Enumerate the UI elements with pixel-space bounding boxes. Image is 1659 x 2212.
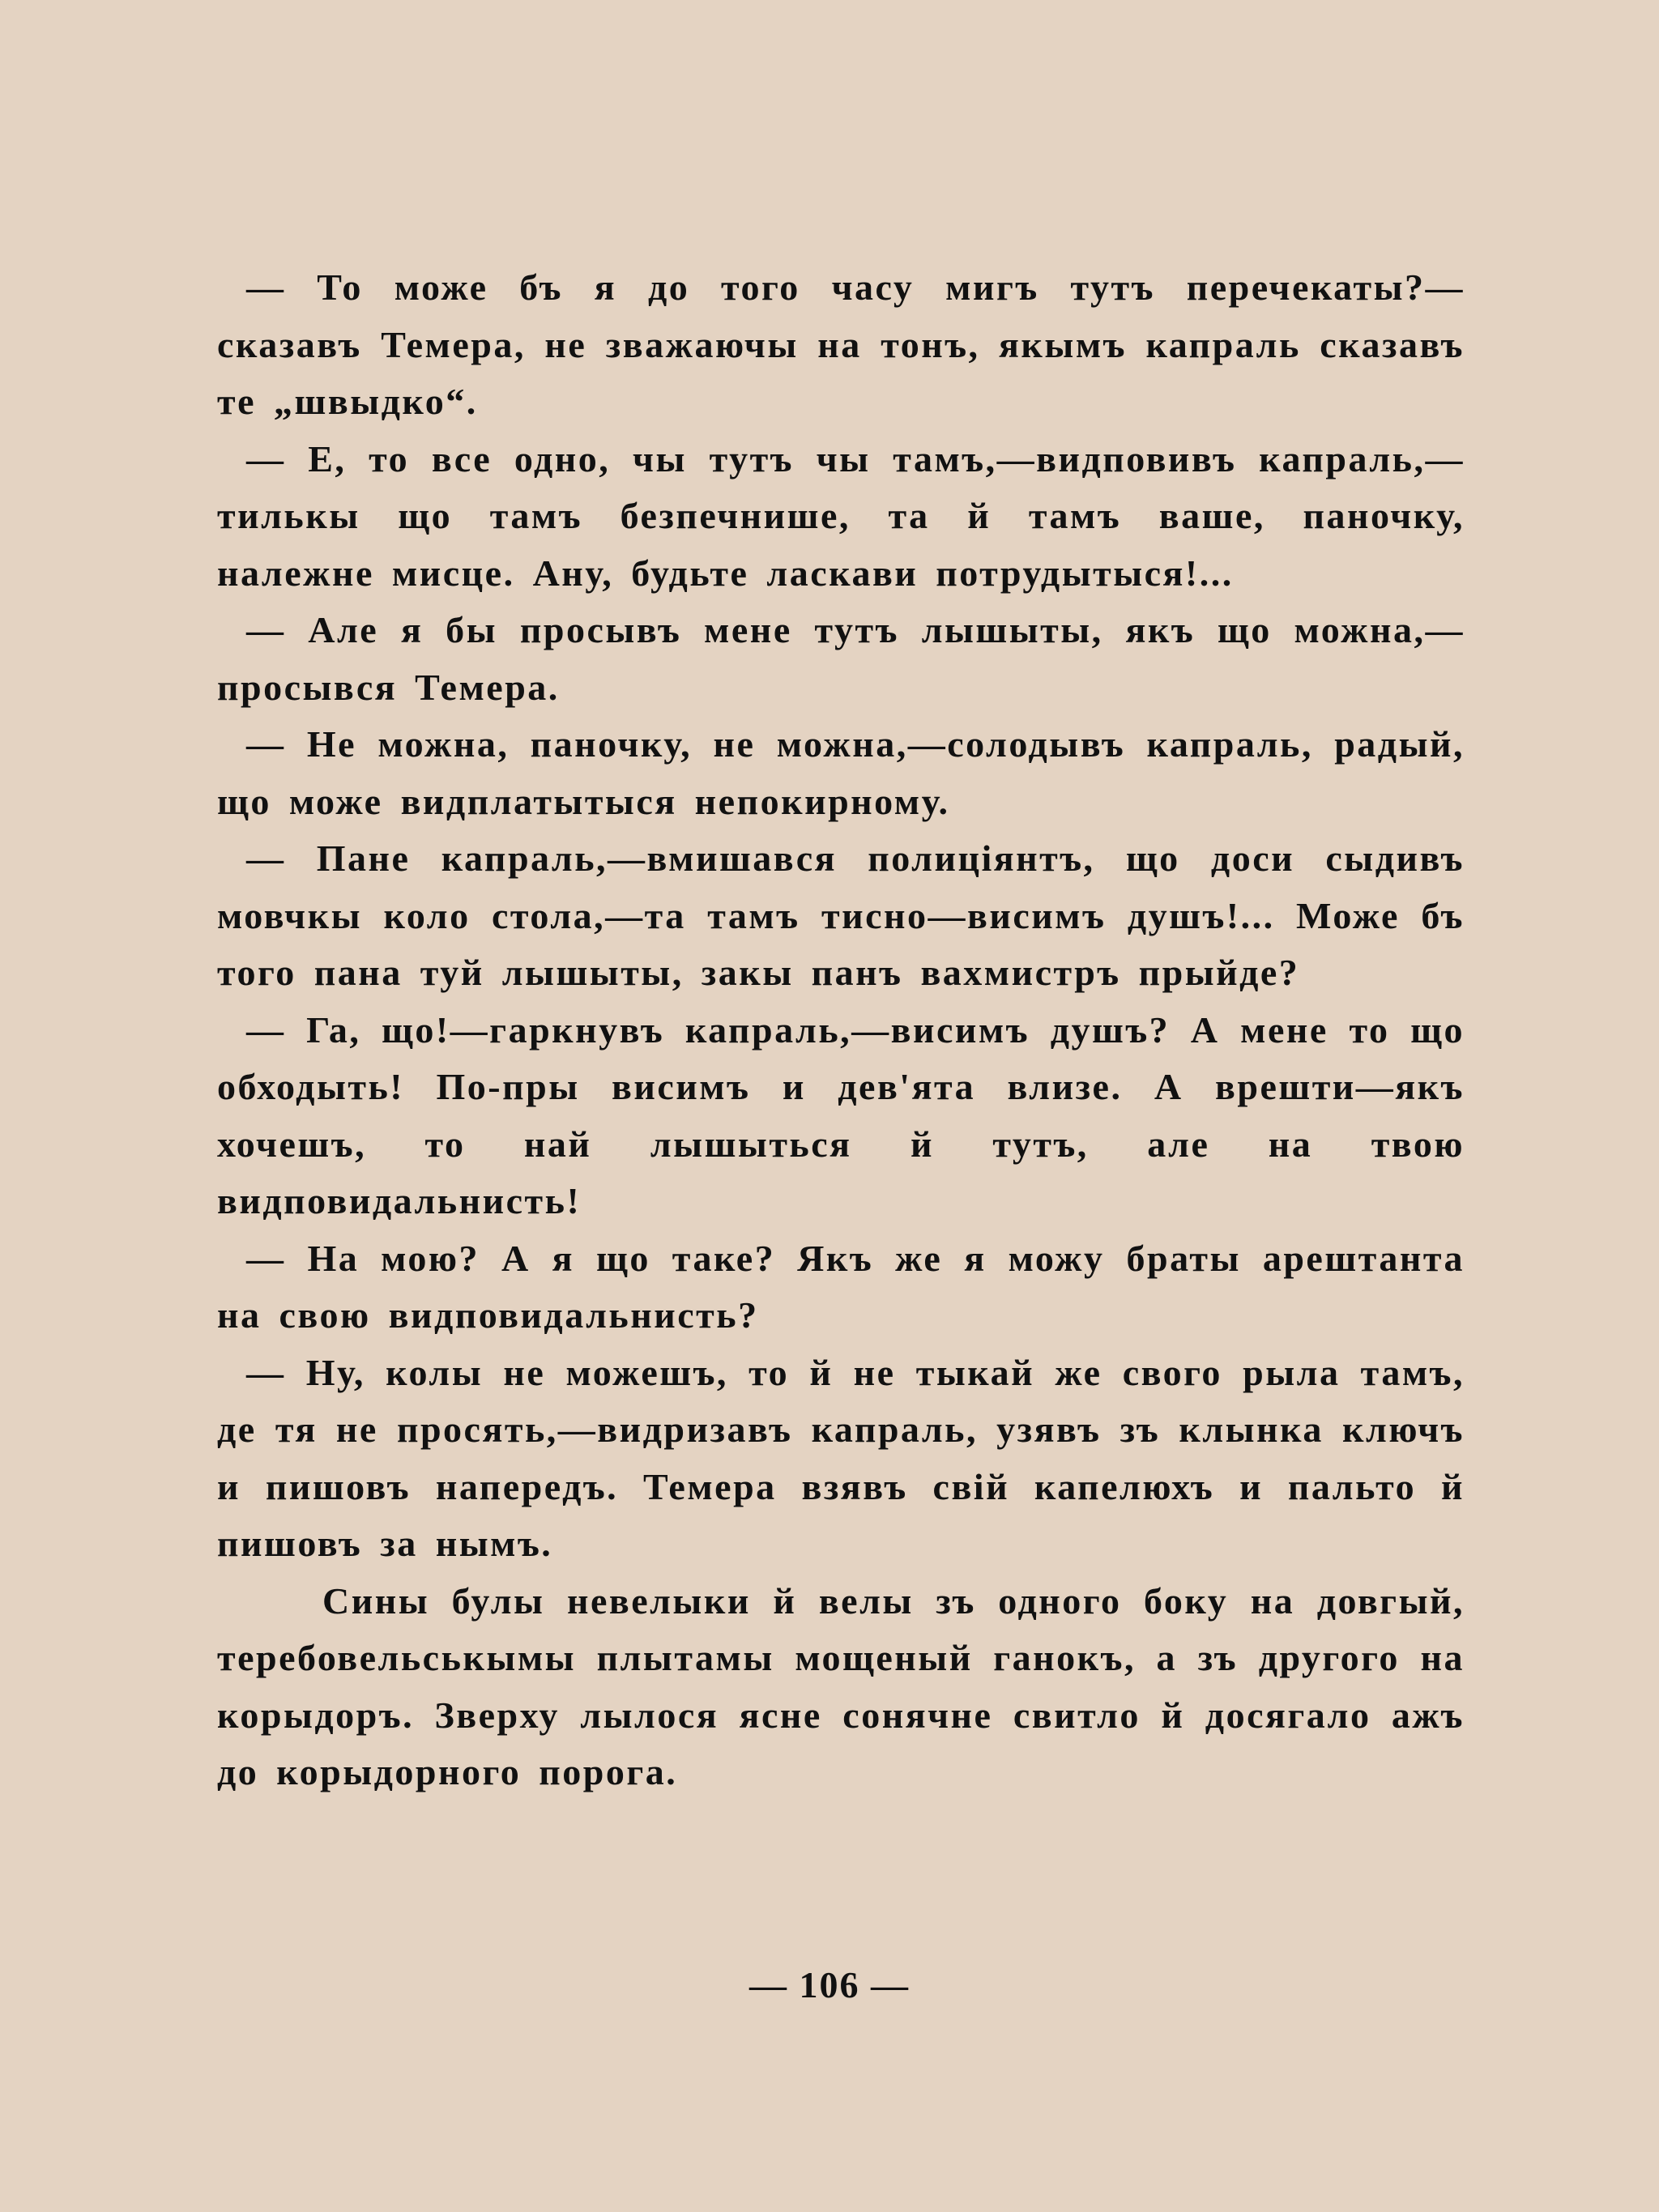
paragraph-7: — На мою? А я що таке? Якъ же я можу браты арештанта на свою видповидальнисть? [217, 1237, 1465, 1336]
page-number: — 106 — [749, 1964, 910, 2005]
paragraph-3: — Але я бы просывъ мене тутъ лышыты, якъ що можна,—просывся Темера. [217, 609, 1465, 708]
paragraph-4: — Не можна, паночку, не можна,—солодывъ капраль, радый, що може видплатытыся непокирному. [217, 723, 1465, 822]
paragraph-9: Сины булы невелыки й велы зъ одного боку на довгый, теребовельськымы плытамы мощеный ганокъ, а зъ другого на корыдоръ. Зверху лылося ясне сонячне свитло й досягало ажъ до корыдорного порога. [217, 1579, 1465, 1792]
paragraph-5: — Пане капраль,—вмишався полицiянтъ, що доси сыдивъ мовчкы коло стола,—та тамъ тисно—висимъ душъ!... Може бъ того пана туй лышыты, закы панъ вахмистръ прыйде? [217, 837, 1465, 993]
paragraph-2: — Е, то все одно, чы тутъ чы тамъ,—видповивъ капраль,—тилькы що тамъ безпечнише, та й тамъ ваше, паночку, належне мисце. Ану, будьте ласкави потрудытыся!... [217, 437, 1465, 594]
paragraph-1: — То може бъ я до того часу мигъ тутъ перечекаты?—сказавъ Темера, не зважаючы на тонъ, якымъ капраль сказавъ те „швыдко“. [217, 266, 1465, 422]
body-text [217, 259, 1465, 1801]
paragraph-8: — Ну, колы не можешъ, то й не тыкай же свого рыла тамъ, де тя не просять,—видризавъ капраль, узявъ зъ клынка ключъ и пишовъ напередъ. Темера взявъ свiй капелюхъ и пальто й пишовъ за нымъ. [217, 1351, 1465, 1564]
paragraph-6: — Га, що!—гаркнувъ капраль,—висимъ душъ? А мене то що обходыть! По-пры висимъ и дев'ята влизе. А врешти—якъ хочешъ, то най лышыться й тутъ, але на твою видповидальнисть! [217, 1008, 1465, 1221]
